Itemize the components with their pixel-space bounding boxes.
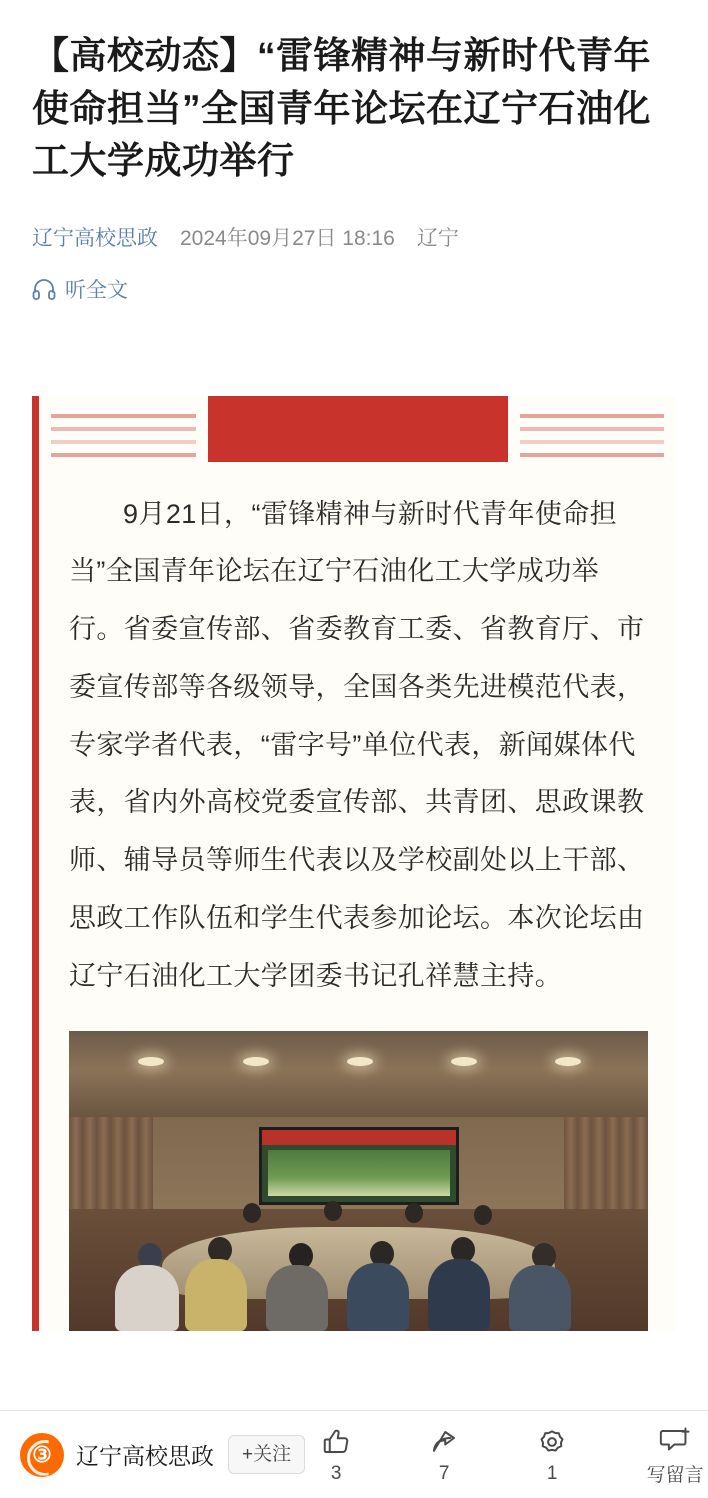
page-title: 【高校动态】“雷锋精神与新时代青年使命担当”全国青年论坛在辽宁石油化工大学成功举行 xyxy=(32,35,651,182)
comment-plus-icon xyxy=(659,1422,691,1456)
share-arrow-icon xyxy=(429,1425,459,1459)
action-buttons xyxy=(305,1422,708,1487)
decorative-header xyxy=(39,396,676,468)
avatar-glyph: ③ xyxy=(32,1441,52,1467)
photo-ceiling xyxy=(69,1031,648,1117)
comment-button[interactable] xyxy=(629,1422,708,1487)
thumbs-up-icon xyxy=(321,1425,351,1459)
deco-lines-right xyxy=(508,414,677,457)
article-date: 2024年09月27日 18:16 xyxy=(180,226,395,250)
listen-full-text-button[interactable] xyxy=(32,274,676,304)
favorite-count: 1 xyxy=(546,1462,558,1484)
account-name[interactable]: 辽宁高校思政 xyxy=(76,1443,214,1469)
article-image-container[interactable] xyxy=(39,1031,676,1331)
article-meta xyxy=(32,222,676,252)
article-body-card xyxy=(32,396,676,1332)
follow-button[interactable]: +关注 xyxy=(228,1435,305,1474)
listen-label: 听全文 xyxy=(65,278,128,302)
share-count: 7 xyxy=(438,1462,450,1484)
comment-label: 写留言 xyxy=(646,1465,704,1486)
share-button[interactable] xyxy=(413,1425,475,1485)
flower-star-icon xyxy=(537,1425,567,1459)
like-button[interactable] xyxy=(305,1425,367,1485)
article-region: 辽宁 xyxy=(416,226,459,250)
forum-meeting-photo[interactable] xyxy=(69,1031,648,1331)
headphones-icon xyxy=(32,278,56,300)
bottom-action-bar xyxy=(0,1410,708,1498)
article-paragraph: 9月21日，“雷锋精神与新时代青年使命担当”全国青年论坛在辽宁石油化工大学成功举行。省委宣传部、省委教育工委、省教育厅、市委宣传部等各级领导，全国各类先进模范代表，专家学者代表，“雷字号”单位代表，新闻媒体代表，省内外高校党委宣传部、共青团、思政课教师、辅导员等师生代表以及学校副处以上干部、思政工作队伍和学生代表参加论坛。本次论坛由辽宁石油化工大学团委书记孔祥慧主持。 xyxy=(69,498,645,991)
avatar[interactable] xyxy=(20,1433,64,1477)
photo-projection-screen xyxy=(259,1127,459,1205)
favorite-button[interactable] xyxy=(521,1425,583,1485)
like-count: 3 xyxy=(330,1462,342,1484)
article-source[interactable]: 辽宁高校思政 xyxy=(32,226,158,250)
deco-lines-left xyxy=(39,414,208,457)
account-section[interactable] xyxy=(20,1433,305,1477)
deco-red-block xyxy=(208,396,508,462)
